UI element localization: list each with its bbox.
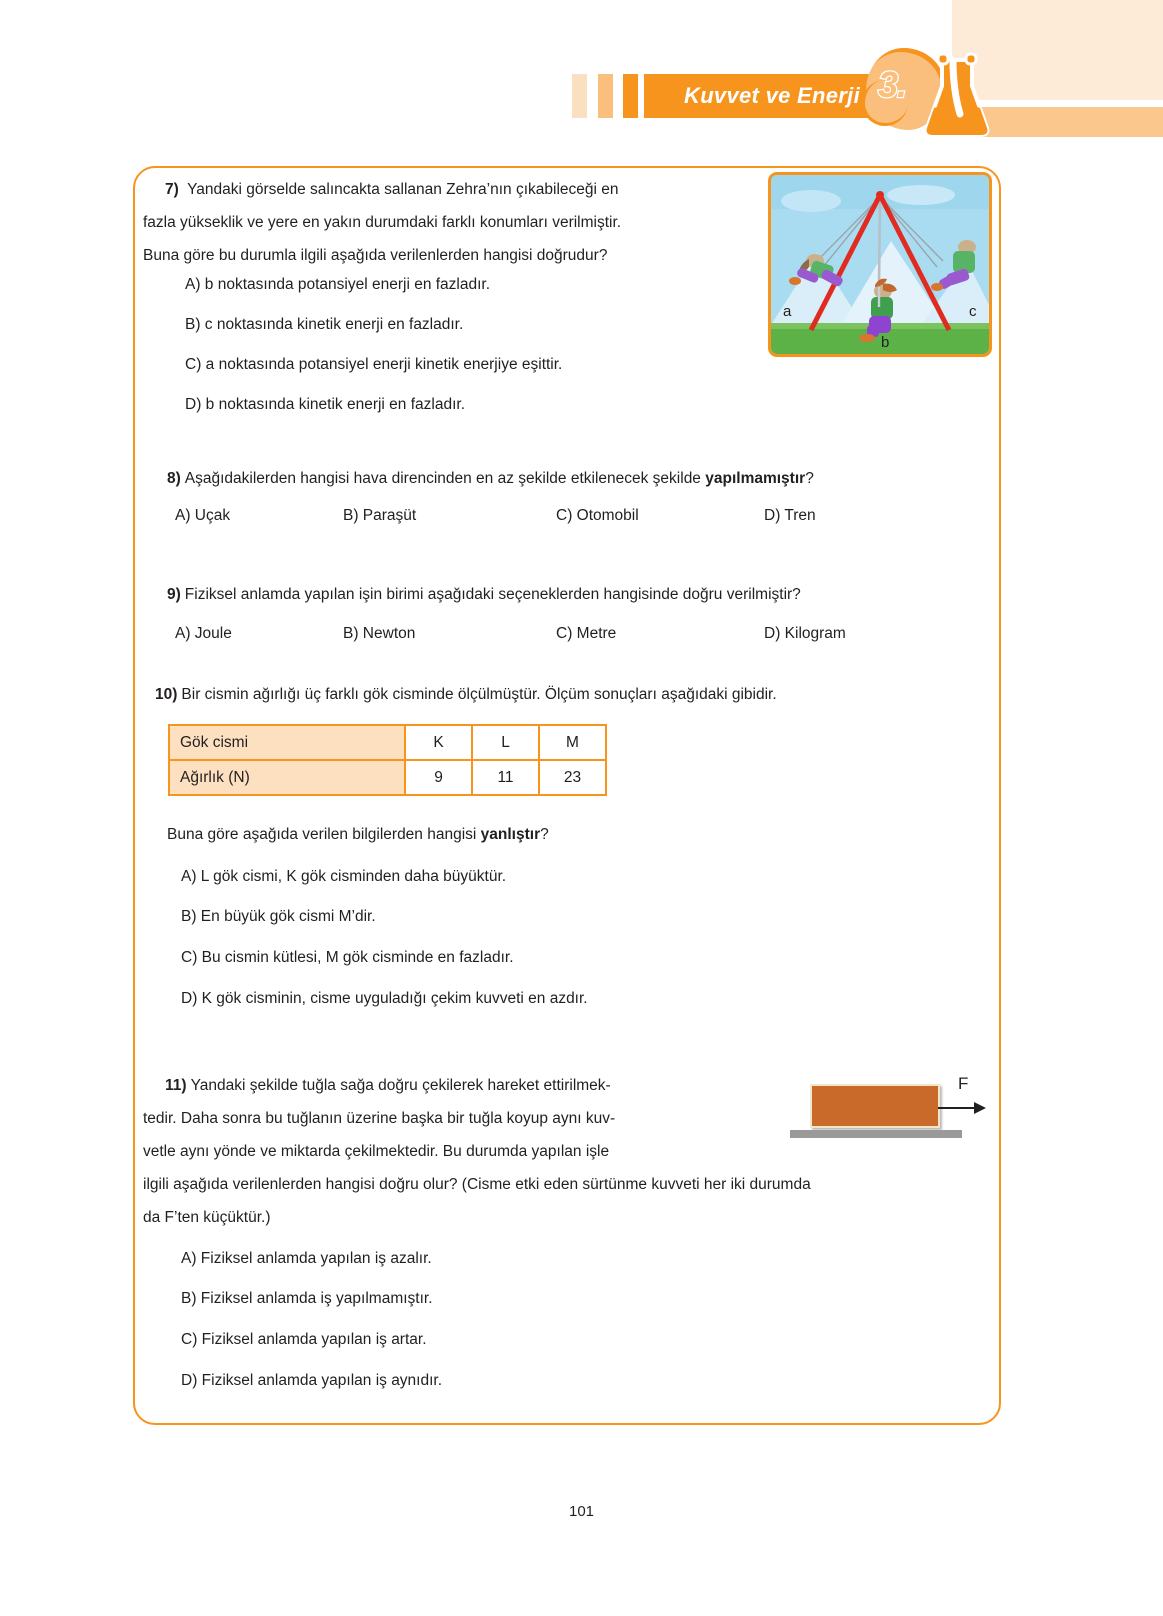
question-8-number: 8): [167, 470, 181, 487]
question-10-option-b[interactable]: B) En büyük gök cismi M’dir.: [181, 908, 376, 925]
question-10-subq-before: Buna göre aşağıda verilen bilgilerden hangisi: [167, 826, 481, 843]
table-cell-m: M: [539, 725, 606, 760]
question-7-line-3-wrap: [143, 239, 783, 272]
swing-illustration: [768, 172, 992, 357]
question-9-text: Fiziksel anlamda yapılan işin birimi aşağıdaki seçeneklerden hangisinde doğru verilmiştir?: [184, 586, 801, 603]
question-7-line-1: Yandaki görselde salıncakta sallanan Zehra’nın çıkabileceği en: [187, 181, 619, 198]
question-10-text: Bir cismin ağırlığı üç farklı gök cisminde ölçülmüştür. Ölçüm sonuçları aşağıdaki gibidir.: [181, 686, 777, 703]
question-9-option-d[interactable]: D) Kilogram: [764, 625, 846, 642]
celestial-bodies-table: [168, 724, 607, 796]
swing-label-b: b: [881, 334, 890, 351]
question-8-option-b[interactable]: B) Paraşüt: [343, 507, 417, 524]
question-8-bold-word: yapılmamıştır: [705, 470, 806, 487]
question-9-option-a[interactable]: A) Joule: [175, 625, 232, 642]
unit-number-text: 3.: [878, 64, 907, 105]
question-8-option-a[interactable]: A) Uçak: [175, 507, 231, 524]
header-bar-3: [623, 74, 638, 118]
question-10-subq-bold: yanlıştır: [480, 826, 541, 843]
question-10-option-d[interactable]: D) K gök cisminin, cisme uyguladığı çekim kuvveti en azdır.: [181, 990, 588, 1007]
question-8-option-c[interactable]: C) Otomobil: [556, 507, 639, 524]
question-11-line-1: Yandaki şekilde tuğla sağa doğru çekilerek hareket ettirilmek-: [190, 1077, 611, 1094]
question-7-line-2: fazla yükseklik ve yere en yakın durumdaki farklı konumları verilmiştir.: [143, 214, 622, 231]
header-bar-2: [598, 74, 613, 118]
brick-force-diagram: [782, 1070, 987, 1150]
question-11-line-3: vetle aynı yönde ve miktarda çekilmektedir. Bu durumda yapılan işle: [143, 1143, 610, 1160]
question-11-stem: [165, 1069, 785, 1102]
table-cell-l: L: [472, 725, 539, 760]
force-label-f: F: [958, 1074, 969, 1093]
table-row-label-body: Gök cismi: [169, 725, 405, 760]
table-row: [169, 725, 606, 760]
page-header: [0, 0, 1163, 150]
question-9-number: 9): [167, 586, 181, 603]
brick-shape: [810, 1084, 940, 1128]
question-11-option-d[interactable]: D) Fiziksel anlamda yapılan iş aynıdır.: [181, 1372, 443, 1389]
question-8-stem: [167, 462, 987, 495]
question-11-line-3-wrap: [143, 1135, 783, 1168]
table-row: [169, 760, 606, 795]
question-10-sub-question: [167, 818, 997, 851]
table-cell-weight-m: 23: [539, 760, 606, 795]
question-11-line-4-wrap: [143, 1168, 993, 1201]
question-8-text-before: Aşağıdakilerden hangisi hava direncinden en az şekilde etkilenecek şekilde: [184, 470, 706, 487]
swing-label-c: c: [969, 303, 977, 320]
question-8-text-after: ?: [805, 470, 814, 487]
question-11-line-2-wrap: [143, 1102, 783, 1135]
question-7-line-3: Buna göre bu durumla ilgili aşağıda verilenlerden hangisi doğrudur?: [143, 247, 608, 264]
question-10-number: 10): [155, 686, 178, 703]
unit-title-text: Kuvvet ve Enerji: [684, 83, 860, 108]
question-8-option-d[interactable]: D) Tren: [764, 507, 816, 524]
unit-number-badge: [862, 42, 992, 138]
question-7-option-a[interactable]: A) b noktasında potansiyel enerji en fazladır.: [185, 276, 491, 293]
question-9-stem: [167, 578, 987, 611]
swing-label-a: a: [783, 303, 792, 320]
question-7-number: 7): [165, 181, 179, 198]
question-11-option-c[interactable]: C) Fiziksel anlamda yapılan iş artar.: [181, 1331, 427, 1348]
question-9-option-b[interactable]: B) Newton: [343, 625, 416, 642]
question-10-subq-after: ?: [540, 826, 549, 843]
table-cell-k: K: [405, 725, 472, 760]
question-10-stem: [155, 678, 985, 711]
question-11-number: 11): [165, 1077, 187, 1094]
question-7-option-c[interactable]: C) a noktasında potansiyel enerji kinetik enerjiye eşittir.: [185, 356, 563, 373]
question-7-stem: [165, 173, 765, 206]
question-11-line-2: tedir. Daha sonra bu tuğlanın üzerine başka bir tuğla koyup aynı kuv-: [143, 1110, 616, 1127]
ground-surface: [790, 1130, 962, 1138]
question-7-option-b[interactable]: B) c noktasında kinetik enerji en fazladır.: [185, 316, 464, 333]
question-11-line-4: ilgili aşağıda verilenlerden hangisi doğru olur? (Cisme etki eden sürtünme kuvveti her iki durumda: [143, 1176, 811, 1193]
question-9-option-c[interactable]: C) Metre: [556, 625, 617, 642]
table-row-label-weight: Ağırlık (N): [169, 760, 405, 795]
force-arrow-icon: [938, 1096, 988, 1120]
question-7-line-2-wrap: [143, 206, 783, 239]
flask-icon: [922, 42, 992, 138]
question-7-option-d[interactable]: D) b noktasında kinetik enerji en fazladır.: [185, 396, 466, 413]
question-11-line-5-wrap: [143, 1201, 993, 1234]
table-cell-weight-l: 11: [472, 760, 539, 795]
question-11-option-b[interactable]: B) Fiziksel anlamda iş yapılmamıştır.: [181, 1290, 433, 1307]
header-bar-1: [572, 74, 587, 118]
page-number: 101: [568, 1503, 595, 1520]
question-11-option-a[interactable]: A) Fiziksel anlamda yapılan iş azalır.: [181, 1250, 432, 1267]
question-10-option-c[interactable]: C) Bu cismin kütlesi, M gök cisminde en fazladır.: [181, 949, 514, 966]
question-11-line-5: da F’ten küçüktür.): [143, 1209, 271, 1226]
question-10-option-a[interactable]: A) L gök cismi, K gök cisminden daha büyüktür.: [181, 868, 507, 885]
table-cell-weight-k: 9: [405, 760, 472, 795]
